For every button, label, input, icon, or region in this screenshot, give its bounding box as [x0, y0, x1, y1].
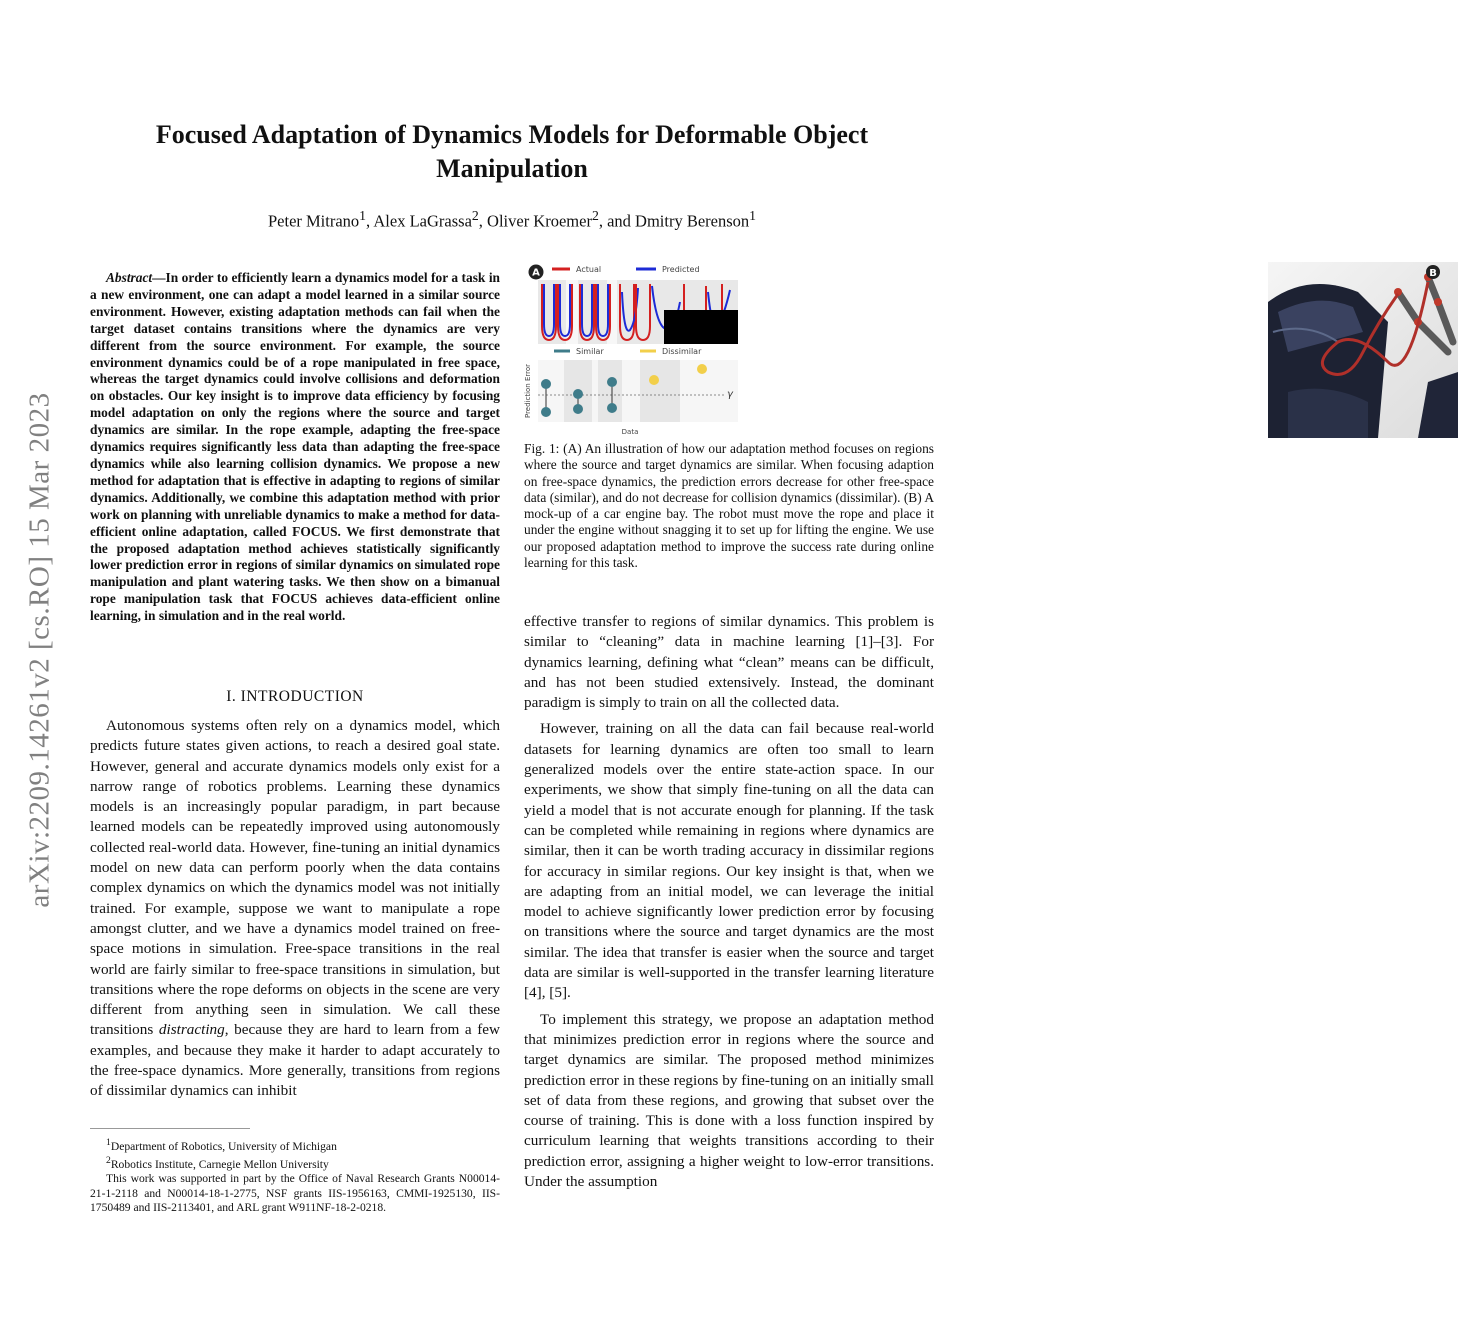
robot-joint [1434, 298, 1442, 306]
abstract-dash: — [152, 270, 166, 285]
abstract-label: Abstract [106, 270, 153, 285]
legend-predicted-label: Predicted [662, 265, 700, 274]
author-affiliation: 2 [471, 208, 479, 223]
figure-1a-illustration [524, 262, 742, 438]
author-separator: , and [598, 211, 636, 231]
y-axis-label: Prediction Error [524, 363, 532, 419]
dissimilar-point [649, 375, 659, 385]
dissimilar-point [697, 364, 707, 374]
abstract-text: In order to efficiently learn a dynamics model for a task in a new environment, one can adapt a model learned in a similar source environment. However, existing adaptation methods can fail when the target dataset contains transitions where the dynamics are very different from the source environment. For example, the source environment dynamics could be of a rope manipulated in free space, whereas the target dynamics could involve collisions and deformation on obstacles. Our key insight is to improve data efficiency by focusing model adaptation on only the regions where the source and target dynamics are similar. In the rope example, adapting the free-space dynamics requires significantly less data than adapting the free-space dynamics while also learning collision dynamics. We propose a new method for adaptation that is effective in adapting to regions of similar dynamics. Additionally, we combine this adaptation method with prior work on planning with unreliable dynamics to make a method for data-efficient online adaptation, called FOCUS. We first demonstrate that the proposed adaptation method achieves statistically significantly lower prediction error in regions of similar dynamics on simulated rope manipulation and plant watering tasks. We then show on a bimanual rope manipulation task that FOCUS achieves data-efficient online learning, in simulation and in the real world. [90, 270, 500, 624]
engine-bay-photo [1268, 262, 1458, 438]
legend-dissimilar-label: Dissimilar [662, 347, 702, 356]
scatter-band [598, 360, 622, 422]
paragraph: However, training on all the data can fail because real-world datasets for learning dynamics are often too small to learn generalized models over the entire state-action space. In our experiments, we show that simply fine-tuning on all the data can yield a model that is not accurate enough for planning. If the task can be completed while remaining in regions where dynamics are similar, then it can be worth trading accuracy in dissimilar regions for accuracy in similar regions. Our key insight is that, when we are adapting from an initial model, we can leverage the initial model to achieve significantly lower prediction error by focusing on transitions where the source and target dynamics are the most similar. The idea that transfer is easier when the source and target data are similar is well-supported in the transfer learning literature [4], [5]. [524, 720, 934, 1002]
similar-point-after [573, 404, 583, 414]
similar-point-before [573, 389, 583, 399]
similar-point-before [607, 377, 617, 387]
footnote-affiliation-1: Department of Robotics, University of Michigan [110, 1139, 337, 1153]
footnote-mark: 2 [106, 1155, 111, 1167]
intro-paragraph-1b: , because they are hard to learn from a few examples, and because they make it harder to adapt accurately to the free-space dynamics. More generally, transitions from regions of dissimilar dynamics can inhibit [90, 1021, 501, 1100]
similar-point-after [607, 403, 617, 413]
author-affiliation: 2 [591, 208, 599, 223]
paragraph: effective transfer to regions of similar dynamics. This problem is similar to “cleaning” data in machine learning [1]–[3]. For dynamics learning, defining what “clean” means can be difficult, and has not been studied extensively. Instead, the dominant paradigm is simply to train on all the collected data. [524, 613, 934, 712]
title-line-2: Manipulation [436, 154, 588, 183]
paper-title [90, 118, 934, 186]
author-separator: , [366, 211, 374, 231]
author-name: Peter Mitrano [267, 211, 360, 231]
author-list [90, 208, 934, 232]
figure-1b-robot-photo [1268, 262, 1458, 438]
intro-emphasis: distracting [158, 1021, 225, 1039]
legend-actual-label: Actual [576, 265, 602, 274]
obstacle-block [664, 310, 738, 344]
panel-a-label: A [532, 267, 540, 279]
author-name: Alex LaGrassa [373, 211, 472, 231]
footnote-affiliation-2: Robotics Institute, Carnegie Mellon University [110, 1158, 329, 1172]
panel-b-label: B [1429, 268, 1437, 279]
intro-paragraph-1a: Autonomous systems often rely on a dynamics model, which predicts future states given actions, to reach a desired goal state. However, general and accurate dynamics models only exist for a narrow range of robotics problems. Learning these dynamics models is an increasingly popular paradigm, in part because learned models can be repeatedly improved using autonomously collected real-world data. However, fine-tuning an initial dynamics model on new data can perform poorly when the data contains complex dynamics on which the dynamics model was not initially trained. For example, suppose we want to manipulate a rope amongst clutter, and we have a dynamics model trained on free-space motions in simulation. Free-space transitions in the real world are fairly similar to free-space transitions in simulation, but transitions where the rope deforms on objects in the scene are very different from anything seen in simulation. We call these transitions [90, 717, 500, 1039]
abstract [90, 270, 500, 625]
section-heading-introduction: I. INTRODUCTION [226, 688, 364, 705]
author-affiliation: 1 [749, 208, 757, 223]
title-line-1: Focused Adaptation of Dynamics Models for Deformable Object [155, 120, 869, 149]
scatter-band [640, 360, 680, 422]
author-affiliation: 1 [359, 208, 367, 223]
arxiv-sidebar [22, 350, 58, 950]
legend-similar-label: Similar [576, 347, 604, 356]
figure-1-caption: Fig. 1: (A) An illustration of how our adaptation method focuses on regions where the source and target dynamics are similar. When focusing adaption on free-space dynamics, the prediction errors decrease for other free-space data (similar), and do not decrease for collision dynamics (dissimilar). (B) A mock-up of a car engine bay. The robot must move the rope and place it under the engine without snagging it to set up for lifting the engine. We use our proposed adaptation method to improve the success rate during online learning for this task. [524, 441, 934, 571]
introduction-text [90, 716, 500, 1102]
right-column-text [524, 612, 934, 1192]
author-name: Dmitry Berenson [635, 211, 750, 231]
figure-1 [524, 262, 1437, 438]
footnote-funding: This work was supported in part by the Office of Naval Research Grants N00014-21-1-2118 and N00014-18-1-2775, NSF grants IIS-1956163, CMMI-1925130, IIS-1750489 and IIS-2113401, and ARL grant W911NF-18-2-0218. [90, 1172, 500, 1214]
paragraph: To implement this strategy, we propose an adaptation method that minimizes prediction error in regions where the source and target dynamics are similar. The proposed method minimizes prediction error in these regions by fine-tuning on an initially small set of data from these regions, and growing that subset over the course of training. This is done with a loss function inspired by curriculum learning that weights transitions according to their prediction error, assigning a higher weight to low-error transitions. Under the assumption [524, 1010, 934, 1191]
author-separator: , [478, 211, 488, 231]
footnotes [90, 1136, 500, 1215]
footnote-rule [90, 1128, 250, 1129]
x-axis-label: Data [621, 428, 639, 436]
similar-point-before [541, 379, 551, 389]
gamma-label: γ [727, 389, 733, 400]
similar-point-after [541, 407, 551, 417]
arxiv-identifier: arXiv:2209.14261v2 [cs.RO] 15 Mar 2023 [23, 392, 56, 908]
footnote-mark: 1 [106, 1137, 111, 1148]
author-name: Oliver Kroemer [487, 211, 592, 231]
